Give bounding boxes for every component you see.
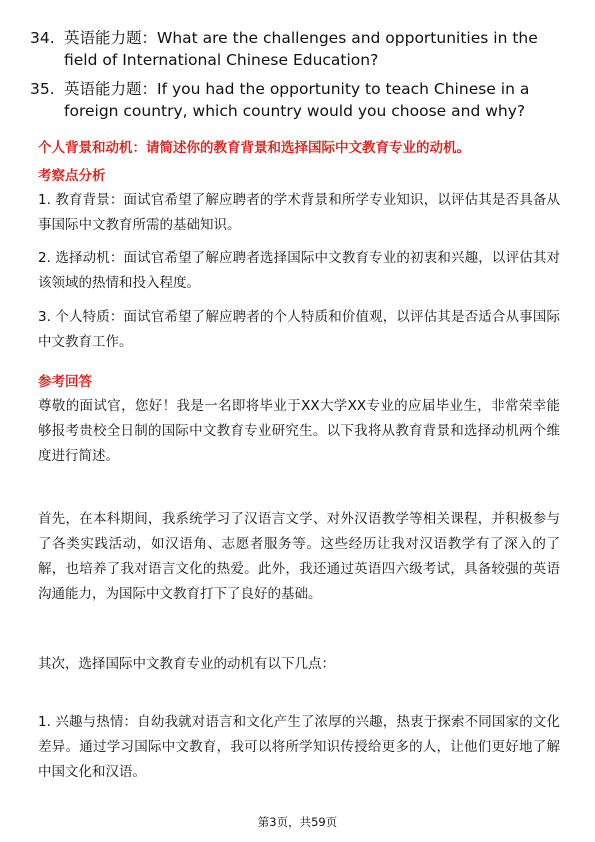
answer-paragraph: 尊敬的面试官，您好！我是一名即将毕业于XX大学XX专业的应届毕业生，非常荣幸能够报考贵校全日制的国际中文教育专业研究生。以下我将从教育背景和选择动机两个维度进行简述。 (38, 398, 560, 464)
question-35 (30, 78, 555, 122)
question-text: 英语能力题：If you had the opportunity to teach Chinese in a foreign country, which country would you choose and why? (64, 80, 530, 120)
answer-paragraph: 首先，在本科期间，我系统学习了汉语言文学、对外汉语教学等相关课程，并积极参与了各类实践活动，如汉语角、志愿者服务等。这些经历让我对汉语教学有了深入的了解，也培养了我对语言文化的热爱。此外，我还通过英语四六级考试，具备较强的英语沟通能力，为国际中文教育打下了良好的基础。 (38, 511, 560, 602)
question-number: 34. (30, 29, 55, 47)
question-number: 35. (30, 80, 55, 98)
question-text: 英语能力题：What are the challenges and opportunities in the field of International Chinese Education? (64, 29, 538, 69)
analysis-item: 3. 个人特质：面试官希望了解应聘者的个人特质和价值观，以评估其是否适合从事国际中文教育工作。 (38, 309, 560, 350)
page-footer: 第3页，共59页 (257, 815, 338, 829)
analysis-item: 2. 选择动机：面试官希望了解应聘者选择国际中文教育专业的初衷和兴趣，以评估其对该领域的热情和投入程度。 (38, 250, 560, 291)
answer-paragraph: 1. 兴趣与热情：自幼我就对语言和文化产生了浓厚的兴趣，热衷于探索不同国家的文化差异。通过学习国际中文教育，我可以将所学知识传授给更多的人，让他们更好地了解中国文化和汉语。 (38, 714, 560, 780)
question-34 (30, 27, 555, 71)
answer-label: 参考回答 (38, 374, 92, 390)
answer-paragraph: 其次，选择国际中文教育专业的动机有以下几点： (38, 656, 335, 672)
analysis-item: 1. 教育背景：面试官希望了解应聘者的学术背景和所学专业知识，以评估其是否具备从事国际中文教育所需的基础知识。 (38, 192, 560, 233)
analysis-label: 考察点分析 (38, 168, 106, 184)
main-question-heading: 个人背景和动机：请简述你的教育背景和选择国际中文教育专业的动机。 (38, 140, 470, 156)
